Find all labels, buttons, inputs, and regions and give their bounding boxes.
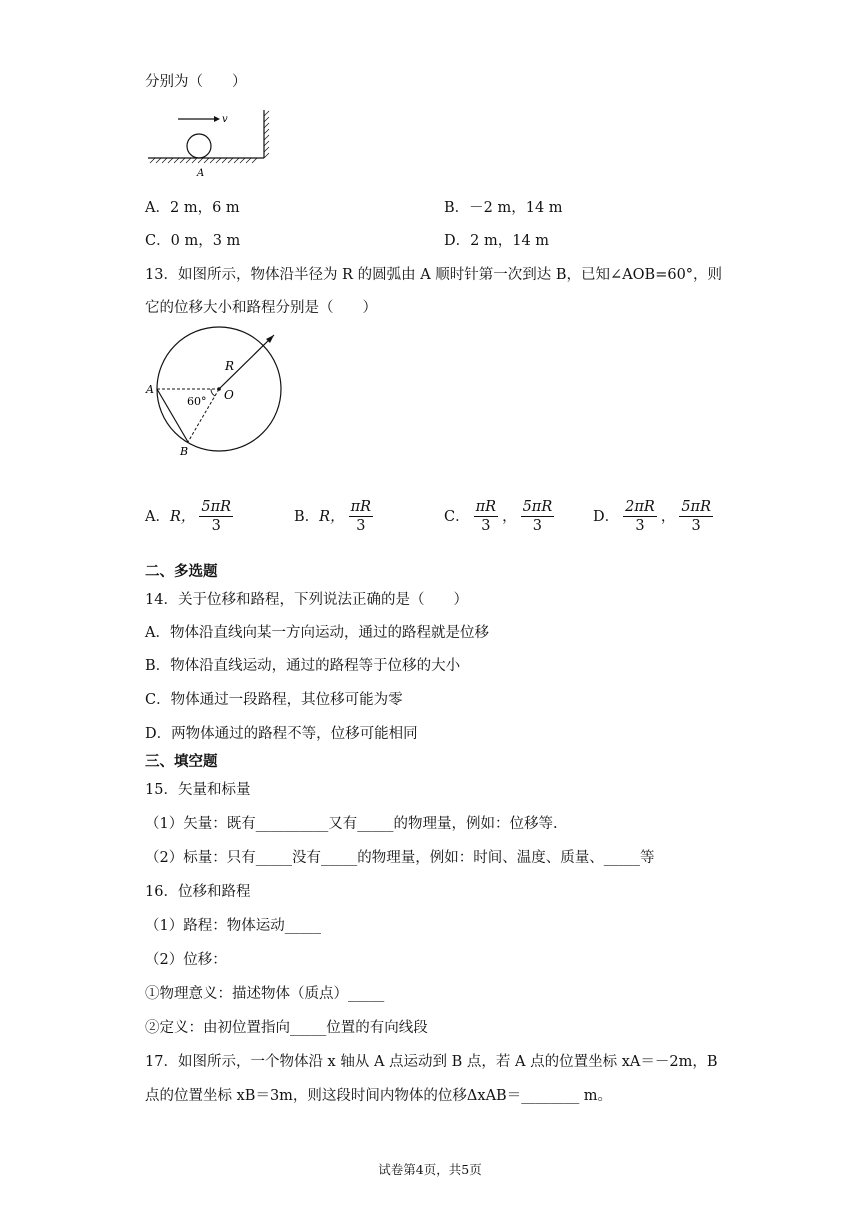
q13-stem-line2: 它的位移大小和路程分别是（ ） (145, 300, 377, 316)
q14-option-d: D．两物体通过的路程不等，位移可能相同 (145, 726, 418, 742)
q13-stem-line1: 13．如图所示，物体沿半径为 R 的圆弧由 A 顺时针第一次到达 B，已知∠AOB=60°，则 (145, 267, 723, 283)
q13-option-d: D． $\frac{2\pi R}{3}$ ， $\frac{5\pi R}{3}$ (593, 499, 712, 534)
q12-tail: 分别为（ ） (145, 74, 247, 90)
q15-line1: （1）矢量：既有__________又有_____的物理量，例如：位移等. (145, 816, 558, 832)
q12-label-v: v (222, 114, 228, 125)
q12-option-d: D．2 m，14 m (444, 233, 550, 249)
q14-stem: 14．关于位移和路程，下列说法正确的是（ ） (145, 592, 468, 608)
q14-option-a: A．物体沿直线向某一方向运动，通过的路程就是位移 (145, 625, 489, 641)
q17-line2: 点的位置坐标 xB＝3m，则这段时间内物体的位移ΔxAB＝________ m。 (145, 1088, 613, 1104)
q14-option-b: B．物体沿直线运动，通过的路程等于位移的大小 (145, 658, 461, 674)
page-footer: 试卷第4页，共5页 (378, 1162, 482, 1177)
q14-option-c: C．物体通过一段路程，其位移可能为零 (145, 692, 403, 708)
q13-label-a: A (146, 383, 154, 396)
q13-label-angle: 60° (187, 395, 207, 408)
q13-figure (140, 325, 300, 460)
q13-label-r: R (225, 359, 235, 373)
q15-stem: 15．矢量和标量 (145, 782, 251, 798)
q16-stem: 16．位移和路程 (145, 884, 251, 900)
ball-icon (187, 134, 211, 158)
q16-line2: （2）位移： (145, 952, 227, 968)
section-heading-multi: 二、多选题 (145, 563, 218, 580)
q12-label-a: A (197, 168, 205, 179)
q13-label-b: B (180, 445, 189, 458)
q16-line3: ①物理意义：描述物体（质点）_____ (145, 986, 385, 1002)
q12-option-b: B．－2 m，14 m (444, 200, 563, 216)
q13-option-c: C． $\frac{\pi R}{3}$ ， $\frac{5\pi R}{3}$ (444, 499, 553, 534)
section-heading-fill: 三、填空题 (145, 753, 218, 770)
q12-option-c: C．0 m，3 m (145, 233, 241, 249)
q13-option-b: B． R， $\frac{\pi R}{3}$ (294, 499, 372, 534)
q15-line2: （2）标量：只有_____没有_____的物理量，例如：时间、温度、质量、_____等 (145, 850, 655, 866)
q16-line1: （1）路程：物体运动_____ (145, 918, 321, 934)
q13-label-o: O (224, 388, 234, 402)
q16-line4: ②定义：由初位置指向_____位置的有向线段 (145, 1020, 428, 1036)
q17-line1: 17．如图所示，一个物体沿 x 轴从 A 点运动到 B 点，若 A 点的位置坐标 xA＝－2m，B (145, 1054, 718, 1070)
q13-option-a: A． R， $\frac{5\pi R}{3}$ (145, 499, 232, 534)
q12-option-a: A．2 m，6 m (145, 200, 240, 216)
q12-figure (140, 108, 280, 180)
